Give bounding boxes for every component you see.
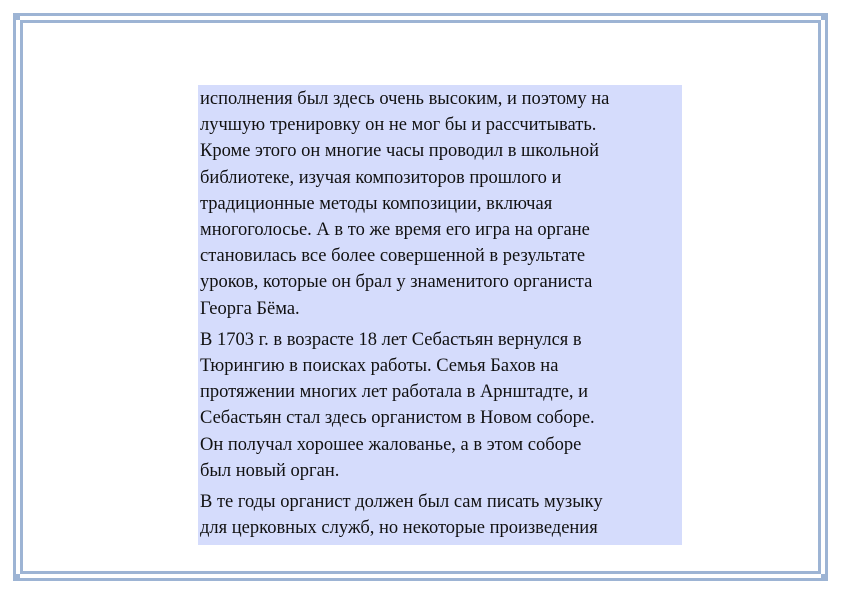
frame-corner-top-left [13,13,20,20]
paragraph-1: исполнения был здесь очень высоким, и поэтому на лучшую тренировку он не мог бы и рассчитывать. Кроме этого он многие часы проводил в школьной библиотеке, изучая композиторов прошлого и традиционные методы композиции, включая многоголосье. А в то же время его игра на органе становилась все более совершенной в результате уроков, которые он брал у знаменитого органиста Георга Бёма. [200,89,610,319]
paragraph-3: В те годы органист должен был сам писать музыку для церковных служб, но некоторые произведения [200,492,603,539]
text-block [198,85,682,545]
frame-corner-bottom-right [821,574,828,581]
frame-corner-top-right [821,13,828,20]
paragraph-2: В 1703 г. в возрасте 18 лет Себастьян вернулся в Тюрингию в поисках работы. Семья Бахов на протяжении многих лет работала в Арнштадте, и Себастьян стал здесь органистом в Новом соборе. Он получал хорошее жалованье, а в этом соборе был новый орган. [200,329,595,481]
frame-corner-bottom-left [13,574,20,581]
